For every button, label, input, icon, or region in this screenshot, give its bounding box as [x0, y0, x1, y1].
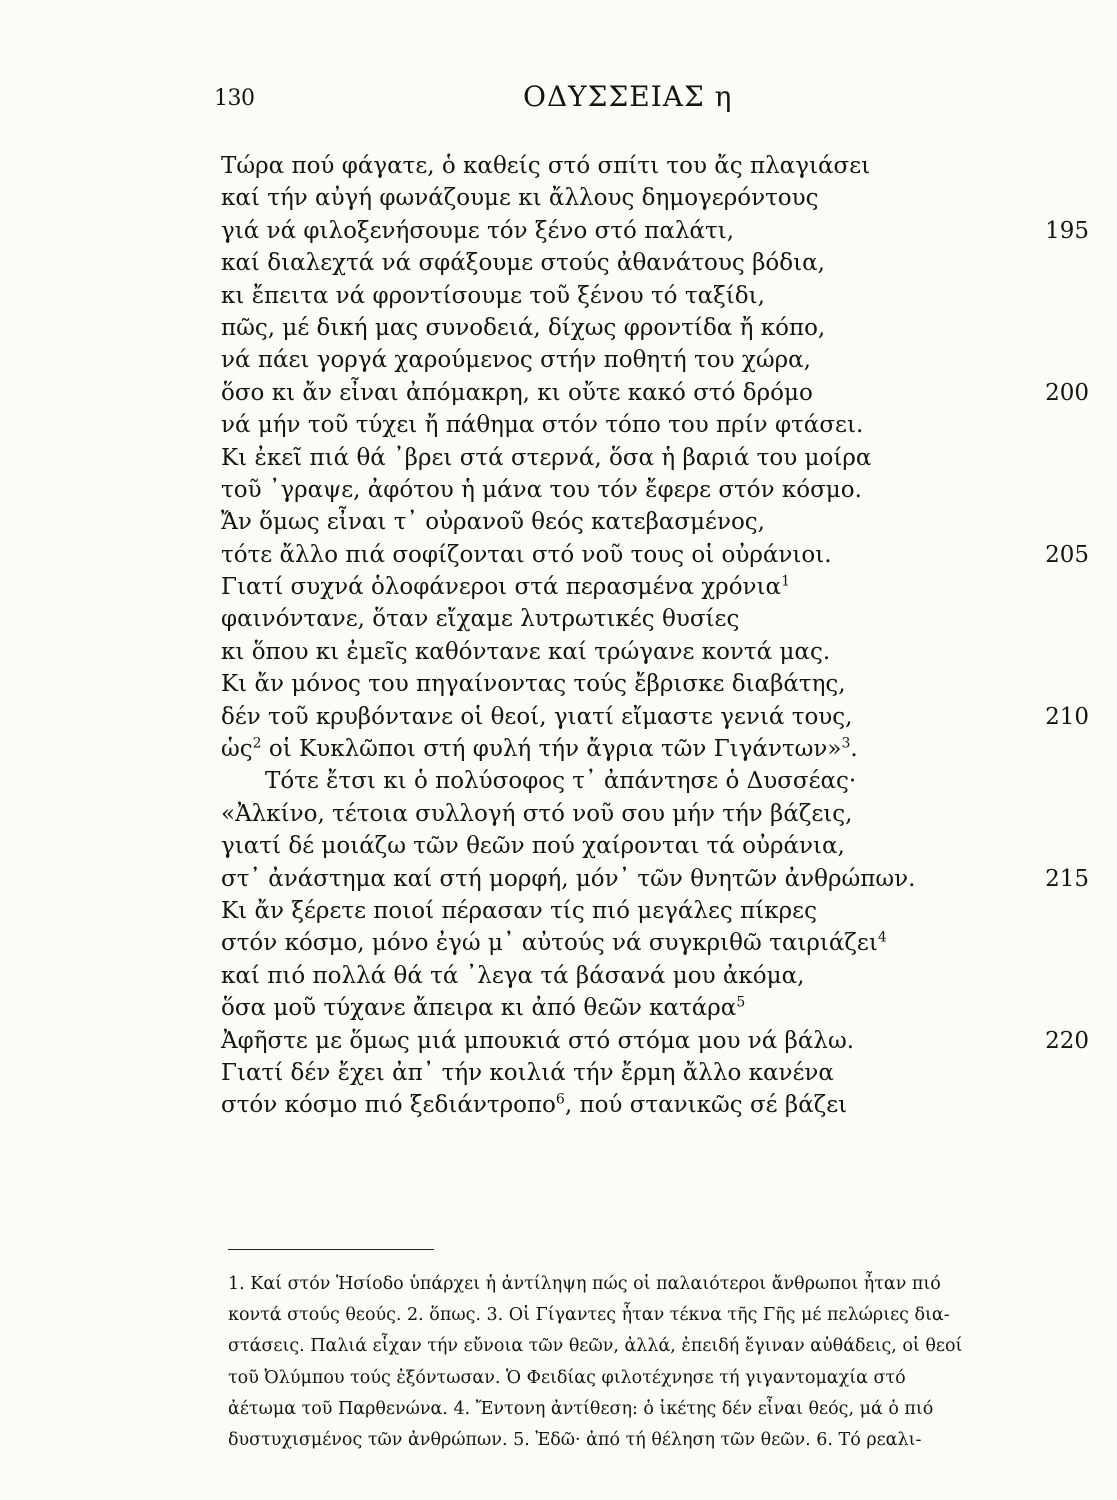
verse-fragment: τοῦ ᾿γραψε, ἀφότου ἡ μάνα του τόν ἔφερε στόν κόσμο. [221, 476, 862, 503]
verse-line [221, 733, 1091, 765]
line-number: 220 [1045, 1027, 1089, 1054]
verse-line [221, 312, 1091, 344]
verse-line [221, 668, 1091, 700]
verse-line [221, 182, 1091, 214]
verse-fragment: στόν κόσμο πιό ξεδιάντροπο [221, 1092, 556, 1119]
footnote-marker: 3 [841, 735, 851, 752]
verse-fragment: Τώρα πού φάγατε, ὁ καθείς στό σπίτι του ἄς πλαγιάσει [221, 153, 871, 179]
footnote-line: τοῦ Ὀλύμπου τούς ἐξόντωσαν. Ὁ Φειδίας φιλοτέχνησε τή γιγαντομαχία στό [228, 1367, 906, 1388]
line-number: 195 [1045, 217, 1089, 244]
verse-text [221, 1089, 847, 1121]
verse-line [221, 539, 1091, 571]
verse-fragment: Κι ἄν ξέρετε ποιοί πέρασαν τίς πιό μεγάλες πίκρες [221, 897, 817, 924]
verse-fragment: κι ἔπειτα νά φροντίσουμε τοῦ ξένου τό ταξίδι, [221, 282, 765, 309]
footnote-marker: 4 [877, 929, 887, 946]
footnote-line: 1. Καί στόν Ἡσίοδο ὑπάρχει ἡ ἀντίληψη πώς οἱ παλαιότεροι ἄνθρωποι ἦταν πιό [228, 1274, 941, 1294]
footnote-line: κοντά στούς θεούς. 2. ὅπως. 3. Οἱ Γίγαντες ἦταν τέκνα τῆς Γῆς μέ πελώριες δια- [228, 1305, 950, 1326]
line-number: 210 [1045, 703, 1089, 730]
verse-fragment: Κι ἄν μόνος του πηγαίνοντας τούς ἔβρισκε διαβάτης, [221, 671, 846, 698]
verse-fragment: κι ὅπου κι ἐμεῖς καθόντανε καί τρώγανε κοντά μας. [221, 638, 831, 665]
verse-text [221, 765, 856, 797]
verse-line [221, 474, 1091, 506]
verse-fragment: φαινόντανε, ὅταν εἴχαμε λυτρωτικές θυσίες [221, 606, 740, 633]
verse-fragment: δέν τοῦ κρυβόντανε οἱ θεοί, γιατί εἴμαστε γενιά τους, [221, 703, 853, 730]
verse-text [221, 312, 825, 344]
verse-fragment: ὅσο κι ἄν εἶναι ἀπόμακρη, κι οὔτε κακό στό δρόμο [221, 379, 813, 406]
verse-text [221, 603, 739, 635]
footnote-line: δυστυχισμένος τῶν ἀνθρώπων. 5. Ἐδῶ· ἀπό τή θέληση τῶν θεῶν. 6. Τό ρεαλι- [228, 1429, 922, 1450]
verse-fragment: . [850, 736, 858, 763]
verse-line [221, 1089, 1091, 1121]
verse-line [221, 247, 1091, 279]
verse-fragment: νά πάει γοργά χαρούμενος στήν ποθητή του χώρα, [221, 347, 811, 374]
verse-text [221, 798, 852, 830]
page-number: 130 [214, 86, 255, 111]
verse-text [221, 150, 870, 182]
running-head: ΟΔΥΣΣΕΙΑΣ η [523, 80, 733, 113]
verse-text [221, 539, 832, 571]
verse-line [221, 571, 1091, 603]
footnote-marker: 6 [555, 1091, 565, 1108]
verse-text [221, 992, 745, 1024]
verse-text [221, 863, 915, 895]
verse-block [221, 150, 1091, 1122]
verse-fragment: γιατί δέ μοιάζω τῶν θεῶν πού χαίρονται τά οὐράνια, [221, 833, 845, 860]
verse-line [221, 927, 1091, 959]
footnote-marker: 1 [781, 573, 791, 590]
verse-fragment: πῶς, μέ δική μας συνοδειά, δίχως φροντίδα ἤ κόπο, [221, 314, 826, 341]
verse-line [221, 280, 1091, 312]
footnote-rule [228, 1249, 434, 1250]
verse-text [221, 733, 858, 765]
footnote-marker: 2 [252, 735, 262, 752]
verse-line [221, 377, 1091, 409]
verse-fragment: Ἄν ὅμως εἶναι τ᾿ οὐρανοῦ θεός κατεβασμένος, [221, 509, 765, 536]
verse-text [221, 247, 825, 279]
verse-fragment: γιά νά φιλοξενήσουμε τόν ξένο στό παλάτι, [221, 217, 735, 244]
verse-line [221, 344, 1091, 376]
verse-text [221, 701, 852, 733]
verse-fragment: καί τήν αὐγή φωνάζουμε κι ἄλλους δημογερόντους [221, 185, 819, 212]
verse-line [221, 701, 1091, 733]
verse-fragment: Τότε ἔτσι κι ὁ πολύσοφος τ᾿ ἀπάντησε ὁ Δυσσέας· [265, 768, 857, 795]
verse-line [221, 992, 1091, 1024]
verse-text [221, 636, 830, 668]
verse-fragment: Γιατί δέν ἔχει ἀπ᾿ τήν κοιλιά τήν ἔρμη ἄλλο κανένα [221, 1059, 834, 1086]
verse-text [221, 344, 811, 376]
verse-fragment: Κι ἐκεῖ πιά θά ᾿βρει στά στερνά, ὅσα ἡ βαριά του μοίρα [221, 444, 872, 471]
verse-line [221, 150, 1091, 182]
line-number: 205 [1045, 541, 1089, 568]
verse-line [221, 960, 1091, 992]
verse-fragment: καί πιό πολλά θά τά ᾿λεγα τά βάσανά μου ἀκόμα, [221, 962, 805, 989]
verse-fragment: Γιατί συχνά ὁλοφάνεροι στά περασμένα χρόνια [221, 574, 782, 601]
verse-text [221, 895, 817, 927]
verse-fragment: ὅσα μοῦ τύχανε ἄπειρα κι ἀπό θεῶν κατάρα [221, 995, 737, 1022]
verse-fragment: ὡς [221, 736, 253, 763]
verse-text [221, 409, 863, 441]
verse-text [221, 506, 765, 538]
verse-text [221, 668, 846, 700]
verse-text [221, 474, 862, 506]
verse-fragment: νά μήν τοῦ τύχει ἤ πάθημα στόν τόπο του πρίν φτάσει. [221, 412, 864, 439]
verse-line [221, 636, 1091, 668]
verse-text [221, 280, 765, 312]
verse-text [221, 960, 804, 992]
verse-text [221, 215, 734, 247]
verse-line [221, 409, 1091, 441]
verse-line [221, 765, 1091, 797]
line-number: 200 [1045, 379, 1089, 406]
verse-text [221, 442, 871, 474]
verse-text [221, 182, 819, 214]
verse-line [221, 215, 1091, 247]
verse-fragment: στόν κόσμο, μόνο ἐγώ μ᾿ αὐτούς νά συγκριθῶ ταιριάζει [221, 930, 878, 957]
verse-line [221, 506, 1091, 538]
verse-text [221, 927, 887, 959]
verse-line [221, 830, 1091, 862]
verse-line [221, 863, 1091, 895]
verse-fragment: οἱ Κυκλῶποι στή φυλή τήν ἄγρια τῶν Γιγάντων» [261, 736, 842, 763]
verse-line [221, 442, 1091, 474]
verse-fragment: Ἀφῆστε με ὅμως μιά μπουκιά στό στόμα μου νά βάλω. [221, 1027, 855, 1054]
verse-fragment: τότε ἄλλο πιά σοφίζονται στό νοῦ τους οἱ οὐράνιοι. [221, 541, 832, 568]
verse-text [221, 830, 845, 862]
verse-line [221, 798, 1091, 830]
verse-text [221, 377, 813, 409]
line-number: 215 [1045, 865, 1089, 892]
verse-fragment: καί διαλεχτά νά σφάξουμε στούς ἀθανάτους βόδια, [221, 250, 825, 277]
verse-fragment: «Ἀλκίνο, τέτοια συλλογή στό νοῦ σου μήν τήν βάζεις, [221, 800, 853, 827]
footnotes [228, 1269, 1090, 1456]
verse-line [221, 1057, 1091, 1089]
verse-text [221, 1025, 854, 1057]
footnote-marker: 5 [736, 994, 746, 1011]
verse-line [221, 895, 1091, 927]
verse-text [221, 1057, 834, 1089]
verse-line [221, 603, 1091, 635]
footnote-line: ἀέτωμα τοῦ Παρθενώνα. 4. Ἔντονη ἀντίθεση: ὁ ἱκέτης δέν εἶναι θεός, μά ὁ πιό [228, 1398, 934, 1419]
verse-text [221, 571, 790, 603]
verse-fragment: , πού στανικῶς σέ βάζει [564, 1092, 848, 1119]
verse-fragment: στ᾿ ἀνάστημα καί στή μορφή, μόν᾿ τῶν θνητῶν ἀνθρώπων. [221, 865, 916, 892]
footnote-line: στάσεις. Παλιά εἶχαν τήν εὔνοια τῶν θεῶν, ἀλλά, ἐπειδή ἔγιναν αὐθάδεις, οἱ θεοί [228, 1336, 963, 1357]
verse-line [221, 1025, 1091, 1057]
